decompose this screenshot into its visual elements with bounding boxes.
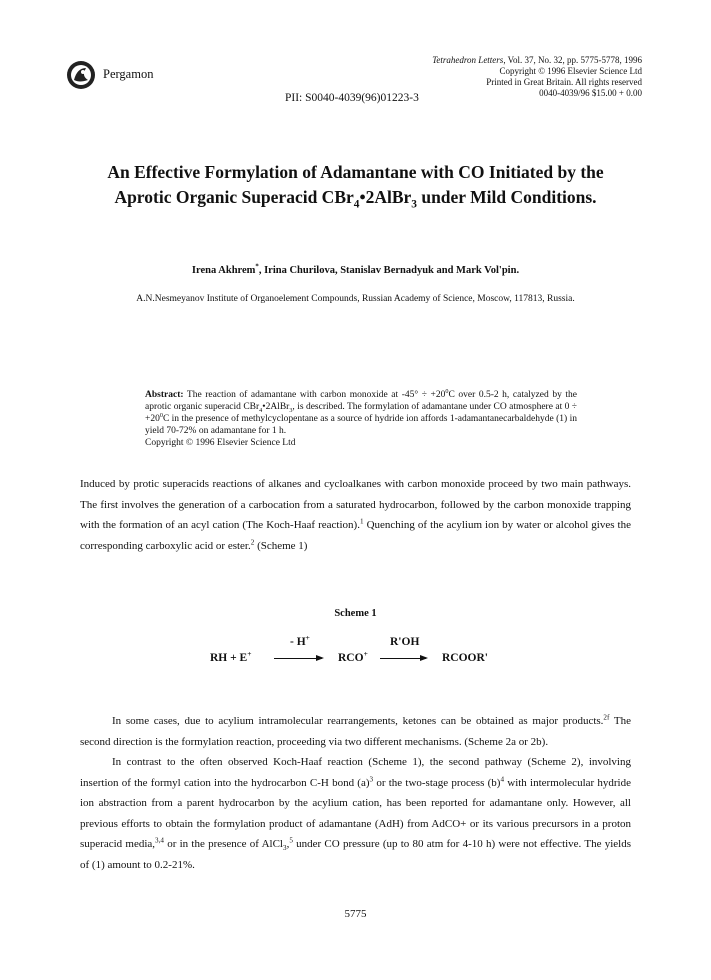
scheme-arrow-2-label: R'OH bbox=[390, 636, 420, 648]
paragraph-3: In contrast to the often observed Koch-Haaf reaction (Scheme 1), the second pathway (Scheme 2), involving insertion of the formyl cation into the hydrocarbon C-H bond $(a)^3$ or the two-stage process $(b)^4$ with intermolecular hydride ion abstraction from a parent hydrocarbon by the acylium cation, has been reported for adamantane only. However, all previous efforts to obtain the formylation product of adamantane (AdH) from AdCO+ or its various precursors in a proton superacid media,$^{3,4}$ or in the presence of AlCl$_3$,$^5$ under CO pressure (up to 80 atm for 4-10 h) were not effective. The yields of (1) amount to 0.2-21%. bbox=[80, 756, 631, 871]
ref-3: 3 bbox=[369, 774, 374, 783]
ref-2f: 2f bbox=[603, 713, 610, 722]
copyright-line: Copyright © 1996 Elsevier Science Ltd bbox=[499, 66, 642, 76]
scheme-intermediate: RCO+ bbox=[338, 649, 368, 664]
publisher-name: Pergamon bbox=[103, 67, 154, 81]
pergamon-logo-icon bbox=[66, 60, 96, 90]
pii-identifier: PII: S0040-4039(96)01223-3 bbox=[285, 92, 419, 104]
reaction-arrow-2 bbox=[380, 658, 426, 659]
journal-name: Tetrahedron Letters bbox=[432, 55, 504, 65]
abstract-copyright: Copyright © 1996 Elsevier Science Ltd bbox=[145, 438, 296, 448]
journal-info bbox=[312, 55, 642, 99]
scheme-reactants: RH + E+ bbox=[210, 649, 252, 664]
paragraph-1: Induced by protic superacids reactions of alkanes and cycloalkanes with carbon monoxide proceed by two main pathways. The first involves the generation of a carbocation from a saturated hydrocarbon, followed by the carbon monoxide trapping with the formation of an acyl cation (The Koch-Haaf reaction).$^1$ Quenching of the acylium ion by water or alcohol gives the corresponding carboxylic acid or ester.$^2$ (Scheme 1) bbox=[80, 478, 632, 552]
abstract-label: Abstract: bbox=[145, 390, 184, 400]
ref-1: 1 bbox=[359, 517, 364, 526]
ref-5: 5 bbox=[289, 836, 293, 845]
title-line-1: An Effective Formylation of Adamantane with CO Initiated by the bbox=[107, 162, 604, 182]
scheme-1 bbox=[210, 632, 520, 672]
paper-title bbox=[50, 160, 661, 210]
page-number: 5775 bbox=[344, 908, 367, 920]
pergamon-logo bbox=[66, 60, 96, 90]
affiliation: A.N.Nesmeyanov Institute of Organoelement Compounds, Russian Academy of Science, Moscow, 117813, Russia. bbox=[136, 294, 575, 304]
abstract-text: Abstract: The reaction of adamantane with carbon monoxide at $-45^\circ \div +20^0C$ over 0.5-2 h, catalyzed by the aprotic organic superacid CBr$_4$•2AlBr$_3$, is described. The formylation of adamantane under CO atmosphere at $0 \div +20^0C$ in the presence of methylcyclopentane as a source of hydride ion affords 1-adamantanecarbaldehyde (1) in yield 70-72% on adamantane for 1 h. bbox=[145, 388, 577, 436]
title-line-2: Aprotic Organic Superacid CBr$_4$•2AlBr$_3$ under Mild Conditions. bbox=[114, 187, 597, 211]
ref-3-4: 3,4 bbox=[155, 836, 164, 845]
abstract bbox=[145, 389, 577, 449]
ref-2: 2 bbox=[250, 537, 255, 546]
scheme-arrow-1-label: - H+ bbox=[290, 633, 310, 648]
issn-line: 0040-4039/96 $15.00 + 0.00 bbox=[539, 88, 642, 98]
corresponding-author-mark: * bbox=[255, 263, 259, 271]
printed-line: Printed in Great Britain. All rights reserved bbox=[486, 77, 642, 87]
scheme-1-title: Scheme 1 bbox=[334, 608, 377, 619]
journal-citation: Tetrahedron Letters, Vol. 37, No. 32, pp. 5775-5778, 1996 bbox=[432, 55, 642, 65]
reaction-arrow-1 bbox=[274, 658, 322, 659]
ref-4: 4 bbox=[500, 774, 505, 783]
scheme-product: RCOOR' bbox=[442, 652, 488, 664]
author-list: Irena Akhrem*, Irina Churilova, Stanislav Bernadyuk and Mark Vol'pin. bbox=[191, 263, 520, 276]
paragraph-2: In some cases, due to acylium intramolecular rearrangements, ketones can be obtained as major products.$^{2f}$ The second direction is the formylation reaction, proceeding via two different mechanisms. (Scheme 2a or 2b). bbox=[80, 713, 631, 748]
